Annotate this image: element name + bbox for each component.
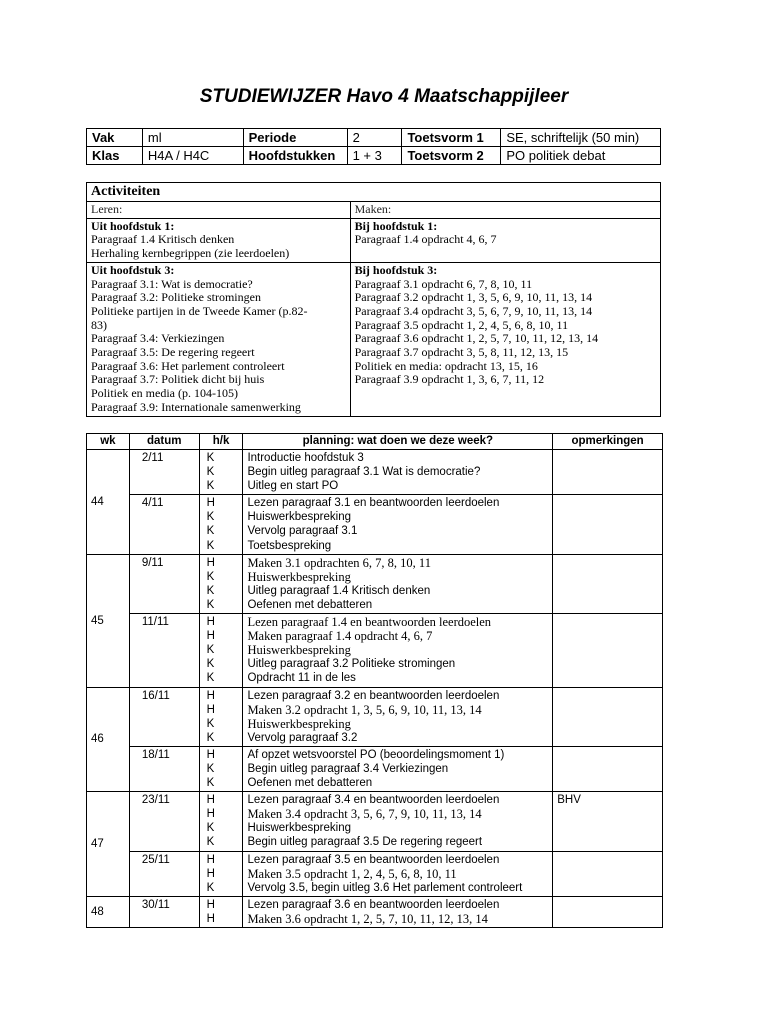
week-number: 48 [87, 896, 130, 927]
table-row [87, 450, 663, 495]
planning-item: Lezen paragraaf 3.2 en beantwoorden leerdoelen [247, 689, 500, 702]
study-list [91, 278, 350, 415]
section-title: Uit hoofdstuk 1: [91, 218, 175, 233]
planning-item: Maken 3.5 opdracht 1, 2, 4, 5, 6, 8, 10, 11 [247, 866, 457, 881]
date-cell: 9/11 [129, 554, 199, 613]
info-label-periode: Periode [243, 129, 347, 147]
table-row [87, 687, 663, 746]
hk-marker: K [206, 658, 215, 671]
hk-cell [199, 746, 243, 791]
hk-cell [199, 792, 243, 851]
hk-marker: K [206, 598, 215, 611]
planning-item: Maken 3.2 opdracht 1, 3, 5, 6, 9, 10, 11, 13, 14 [247, 702, 482, 717]
list-item: Politiek en media: opdracht 13, 15, 16 [354, 358, 538, 373]
hk-marker: H [206, 630, 215, 643]
hk-cell [199, 495, 243, 554]
hk-marker: H [206, 616, 215, 629]
hk-marker: K [206, 836, 215, 849]
planning-table [86, 433, 663, 928]
planning-item: Begin uitleg paragraaf 3.5 De regering regeert [247, 836, 483, 849]
remarks-cell [553, 554, 663, 613]
hk-cell [199, 687, 243, 746]
date-cell: 2/11 [129, 450, 199, 495]
activities-table [86, 182, 661, 417]
planning-item: Maken paragraaf 1.4 opdracht 4, 6, 7 [247, 629, 433, 644]
list-item: Herhaling kernbegrippen (zie leerdoelen) [91, 246, 290, 261]
week-number: 44 [87, 450, 130, 555]
hk-marker: K [206, 731, 215, 744]
hk-cell [199, 554, 243, 613]
hk-cell [199, 851, 243, 896]
remarks-cell [553, 851, 663, 896]
hk-marker: K [206, 480, 215, 493]
info-row [87, 129, 661, 147]
planning-item: Introductie hoofdstuk 3 [247, 452, 364, 464]
hk-marker: H [206, 748, 215, 761]
hk-marker: K [206, 762, 215, 775]
remarks-cell [553, 687, 663, 746]
planning-cell [243, 495, 553, 554]
remarks-cell [553, 495, 663, 554]
date-cell: 30/11 [129, 896, 199, 927]
planning-item: Maken 3.6 opdracht 1, 2, 5, 7, 10, 11, 12, 13, 14 [247, 911, 488, 926]
study-list [91, 233, 350, 260]
header-opmerkingen: opmerkingen [553, 434, 663, 450]
planning-item: Opdracht 11 in de les [247, 672, 356, 685]
hk-marker: H [206, 898, 215, 911]
list-item: 83) [91, 317, 107, 332]
info-label-toetsvorm-1: Toetsvorm 1 [402, 129, 501, 147]
info-value-klas: H4A / H4C [142, 147, 243, 165]
planning-cell [243, 614, 553, 687]
hk-marker: H [206, 912, 215, 925]
table-row [87, 614, 663, 687]
hk-marker: H [206, 556, 215, 569]
list-item: Paragraaf 3.2 opdracht 1, 3, 5, 6, 9, 10, 11, 13, 14 [354, 290, 593, 305]
remarks-cell: BHV [553, 792, 663, 851]
date-cell: 16/11 [129, 687, 199, 746]
planning-item: Maken 3.1 opdrachten 6, 7, 8, 10, 11 [247, 555, 431, 570]
info-value-toetsvorm-2: PO politiek debat [501, 147, 661, 165]
week-number: 46 [87, 687, 130, 792]
planning-item: Toetsbespreking [247, 539, 332, 552]
table-row [87, 554, 663, 613]
list-item: Paragraaf 3.5 opdracht 1, 2, 4, 5, 6, 8, 10, 11 [354, 317, 569, 332]
planning-item: Huiswerkbespreking [247, 511, 351, 524]
assignment-list [355, 278, 660, 388]
planning-item: Maken 3.4 opdracht 3, 5, 6, 7, 9, 10, 11, 13, 14 [247, 807, 482, 822]
table-row [87, 792, 663, 851]
header-datum: datum [129, 434, 199, 450]
info-row [87, 147, 661, 165]
hk-marker: H [206, 703, 215, 716]
table-row [87, 746, 663, 791]
hk-marker: H [206, 794, 215, 807]
section-title: Bij hoofdstuk 1: [354, 218, 438, 233]
remarks-cell [553, 450, 663, 495]
planning-item: Huiswerkbespreking [247, 822, 351, 835]
course-info-table [86, 128, 661, 165]
planning-item: Huiswerkbespreking [247, 569, 351, 584]
planning-item: Huiswerkbespreking [247, 643, 351, 658]
hk-marker: K [206, 539, 215, 552]
info-value-vak: ml [142, 129, 243, 147]
hk-marker: K [206, 511, 215, 524]
planning-item: Lezen paragraaf 3.5 en beantwoorden leerdoelen [247, 853, 500, 866]
study-chapter-1 [87, 218, 351, 262]
planning-item: Vervolg paragraaf 3.1 [247, 525, 358, 538]
list-item: Paragraaf 3.6: Het parlement controleert [91, 358, 285, 373]
info-label-toetsvorm-2: Toetsvorm 2 [402, 147, 501, 165]
week-number: 47 [87, 792, 130, 897]
table-row [87, 495, 663, 554]
date-cell: 25/11 [129, 851, 199, 896]
hk-marker: H [206, 689, 215, 702]
planning-item: Begin uitleg paragraaf 3.1 Wat is democratie? [247, 466, 481, 479]
list-item: Paragraaf 3.7 opdracht 3, 5, 8, 11, 12, 13, 15 [354, 345, 569, 360]
planning-cell [243, 792, 553, 851]
list-item: Paragraaf 3.1: Wat is democratie? [91, 276, 253, 291]
study-chapter-3 [87, 262, 351, 416]
remarks-cell [553, 746, 663, 791]
list-item: Paragraaf 3.1 opdracht 6, 7, 8, 10, 11 [354, 276, 533, 291]
planning-item: Uitleg en start PO [247, 480, 339, 493]
week-number: 45 [87, 554, 130, 687]
list-item: Paragraaf 3.5: De regering regeert [91, 345, 255, 360]
hk-marker: K [206, 822, 215, 835]
date-cell: 23/11 [129, 792, 199, 851]
remarks-cell [553, 614, 663, 687]
hk-marker: K [206, 525, 215, 538]
planning-item: Begin uitleg paragraaf 3.4 Verkiezingen [247, 762, 449, 775]
header-hk: h/k [199, 434, 243, 450]
hk-marker: H [206, 867, 215, 880]
planning-item: Vervolg paragraaf 3.2 [247, 731, 358, 744]
assignments-chapter-3 [350, 262, 660, 416]
planning-item: Oefenen met debatteren [247, 777, 373, 790]
planning-item: Lezen paragraaf 3.4 en beantwoorden leerdoelen [247, 794, 500, 807]
list-item: Politieke partijen in de Tweede Kamer (p.82- [91, 303, 308, 318]
list-item: Paragraaf 1.4 Kritisch denken [91, 232, 235, 247]
planning-item: Af opzet wetsvoorstel PO (beoordelingsmoment 1) [247, 748, 505, 761]
planning-cell [243, 450, 553, 495]
planning-item: Uitleg paragraaf 1.4 Kritisch denken [247, 584, 431, 597]
planning-cell [243, 687, 553, 746]
header-planning: planning: wat doen we deze week? [243, 434, 553, 450]
section-title: Uit hoofdstuk 3: [91, 262, 175, 277]
list-item: Paragraaf 3.2: Politieke stromingen [91, 290, 261, 305]
planning-item: Lezen paragraaf 1.4 en beantwoorden leerdoelen [247, 615, 492, 630]
hk-marker: H [206, 497, 215, 510]
hk-cell [199, 614, 243, 687]
maken-label: Maken: [350, 202, 660, 219]
planning-body [87, 450, 663, 928]
list-item: Paragraaf 3.7: Politiek dicht bij huis [91, 372, 265, 387]
planning-cell [243, 896, 553, 927]
assignment-list [355, 233, 660, 247]
info-value-hoofdstukken: 1 + 3 [347, 147, 402, 165]
date-cell: 11/11 [129, 614, 199, 687]
hk-marker: K [206, 644, 215, 657]
list-item: Paragraaf 3.9: Internationale samenwerking [91, 399, 301, 414]
list-item: Paragraaf 3.6 opdracht 1, 2, 5, 7, 10, 11, 12, 13, 14 [354, 331, 599, 346]
assignments-chapter-1 [350, 218, 660, 262]
planning-cell [243, 554, 553, 613]
list-item: Paragraaf 3.4 opdracht 3, 5, 6, 7, 9, 10, 11, 13, 14 [354, 303, 593, 318]
hk-marker: K [206, 672, 215, 685]
table-row [87, 851, 663, 896]
hk-marker: K [206, 584, 215, 597]
list-item: Politiek en media (p. 104-105) [91, 386, 238, 401]
info-value-toetsvorm-1: SE, schriftelijk (50 min) [501, 129, 661, 147]
hk-marker: K [206, 570, 215, 583]
section-title: Bij hoofdstuk 3: [354, 262, 438, 277]
page-title: STUDIEWIJZER Havo 4 Maatschappijleer [199, 86, 569, 107]
date-cell: 18/11 [129, 746, 199, 791]
header-wk: wk [87, 434, 130, 450]
list-item: Paragraaf 3.9 opdracht 1, 3, 6, 7, 11, 12 [354, 372, 545, 387]
planning-cell [243, 851, 553, 896]
date-cell: 4/11 [129, 495, 199, 554]
info-value-periode: 2 [347, 129, 402, 147]
planning-item: Lezen paragraaf 3.6 en beantwoorden leerdoelen [247, 898, 500, 911]
planning-item: Vervolg 3.5, begin uitleg 3.6 Het parlement controleert [247, 881, 523, 894]
hk-cell [199, 896, 243, 927]
hk-marker: K [206, 777, 215, 790]
hk-marker: K [206, 466, 215, 479]
list-item: Paragraaf 3.4: Verkiezingen [91, 331, 225, 346]
hk-marker: K [206, 881, 215, 894]
leren-label: Leren: [87, 202, 351, 219]
hk-marker: K [206, 452, 215, 464]
hk-marker: H [206, 853, 215, 866]
list-item: Paragraaf 1.4 opdracht 4, 6, 7 [354, 232, 497, 247]
info-label-vak: Vak [87, 129, 143, 147]
planning-item: Oefenen met debatteren [247, 598, 373, 611]
planning-item: Lezen paragraaf 3.1 en beantwoorden leerdoelen [247, 497, 500, 510]
hk-marker: K [206, 717, 215, 730]
planning-cell [243, 746, 553, 791]
table-row [87, 896, 663, 927]
hk-cell [199, 450, 243, 495]
remarks-cell [553, 896, 663, 927]
hk-marker: H [206, 808, 215, 821]
activities-heading: Activiteiten [87, 183, 661, 202]
info-label-hoofdstukken: Hoofdstukken [243, 147, 347, 165]
info-label-klas: Klas [87, 147, 143, 165]
planning-item: Uitleg paragraaf 3.2 Politieke stromingen [247, 658, 456, 671]
planning-item: Huiswerkbespreking [247, 716, 351, 731]
